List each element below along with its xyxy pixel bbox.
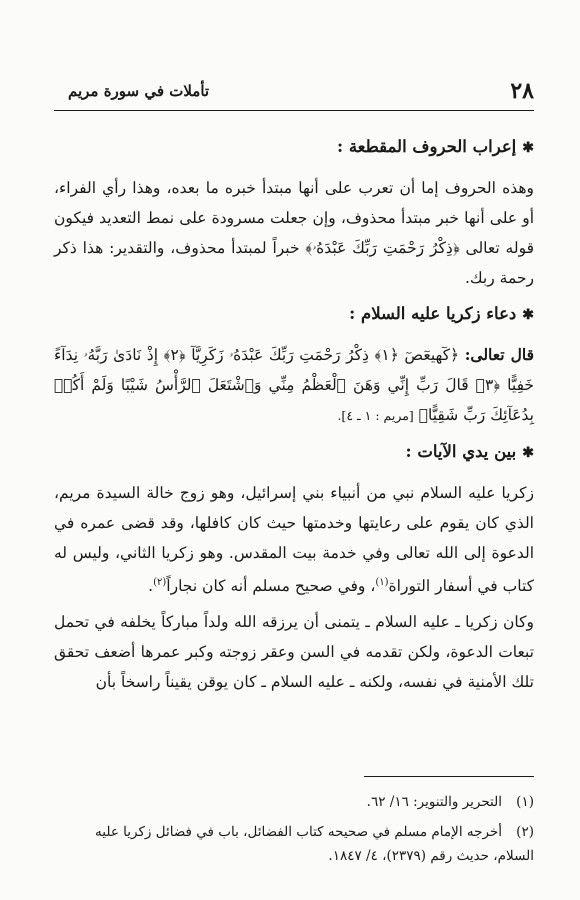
section-heading-dua [54,299,534,330]
paragraph-context-2: وكان زكريا ـ عليه السلام ـ يتمنى أن يرزقه الله ولداً مباركاً يخلفه في تحمل تبعات الدعوة، ولكن تقدمه في السن وعقر زوجته وكبر عمرها أضعف تحقق تلك الأمنية في نفسه، ولكنه ـ عليه السلام ـ كان يوقن يقيناً راسخاً بأن [54,613,534,692]
paragraph-text: . [148,577,154,596]
section-heading-irab [54,132,534,163]
footnote-1 [54,790,534,814]
footnote-text: أخرجه الإمام مسلم في صحيحه كتاب الفضائل، باب في فضائل زكريا عليه السلام، حديث رقم (٢٣٧٩)، ٤/ ١٨٤٧. [95,824,534,864]
running-title: تأملات في سورة مريم [68,82,210,100]
footnote-number: (١) [516,794,534,810]
section-heading-context [54,437,534,468]
page-header [54,78,534,108]
section-heading-text: بين يدي الآيات : [405,442,517,461]
page-body [54,132,534,703]
verse-reference: [مريم : ١ ـ ٤]. [337,408,414,423]
quran-verse: ﴿كٓهيعٓصٓ ﴿١﴾ ذِكْرُ رَحْمَتِ رَبِّكَ عَبْدَهُۥ زَكَرِيَّآ ﴿٢﴾ إِذْ نَادَىٰ رَبَّهُۥ نِدَآءً خَفِيًّا ﴿٣﴾ قَالَ رَبِّ إِنِّي وَهَنَ ٱلْعَظْمُ مِنِّي وَٱشْتَعَلَ ٱلرَّأْسُ شَيْبًا وَلَمْ أَكُنۢ بِدُعَآئِكَ رَبِّ شَقِيًّا﴾ [54,346,534,424]
footnotes [54,790,534,874]
section-heading-text: إعراب الحروف المقطعة : [337,137,517,156]
asterisk-icon: ✱ [522,307,534,323]
paragraph-context-1 [54,478,534,601]
quran-lead: قال تعالى: [464,345,534,364]
asterisk-icon: ✱ [522,445,534,461]
paragraph-irab: وهذه الحروف إما أن تعرب على أنها مبتدأ خبره ما بعده، وهذا رأي الفراء، أو على أنها خبر مبتدأ محذوف، وإن جعلت مسرودة على نمط التعديد فيكون قوله تعالى ﴿ذِكْرُ رَحْمَتِ رَبِّكَ عَبْدَهُۥ﴾ خبراً لمبتدأ محذوف، والتقدير: هذا ذكر رحمة ربك. [54,179,534,287]
paragraph-text: ، وفي صحيح مسلم أنه كان نجاراً [166,577,376,596]
footnote-marker-1[interactable]: (١) [375,577,389,588]
footnote-text: التحرير والتنوير: ١٦/ ٦٢. [366,794,502,810]
section-heading-text: دعاء زكريا عليه السلام : [349,304,517,323]
quran-passage [54,340,534,431]
footnote-number: (٢) [516,824,534,840]
footnote-2 [54,820,534,868]
footnote-rule [364,776,534,777]
header-rule [54,110,534,111]
page-number: ٢٨ [510,78,534,104]
asterisk-icon: ✱ [522,140,534,156]
paragraph-text: زكريا عليه السلام نبي من أنبياء بني إسرائيل، وهو زوج خالة السيدة مريم، الذي كان يقوم على رعايتها وخدمتها حيث كان كافلها، وقد قضى عمره في الدعوة إلى الله تعالى وفي خدمة بيت المقدس. وهو زكريا الثاني، وليس له كتاب في أسفار التوراة [54,484,534,596]
footnote-marker-2[interactable]: (٢) [153,577,167,588]
